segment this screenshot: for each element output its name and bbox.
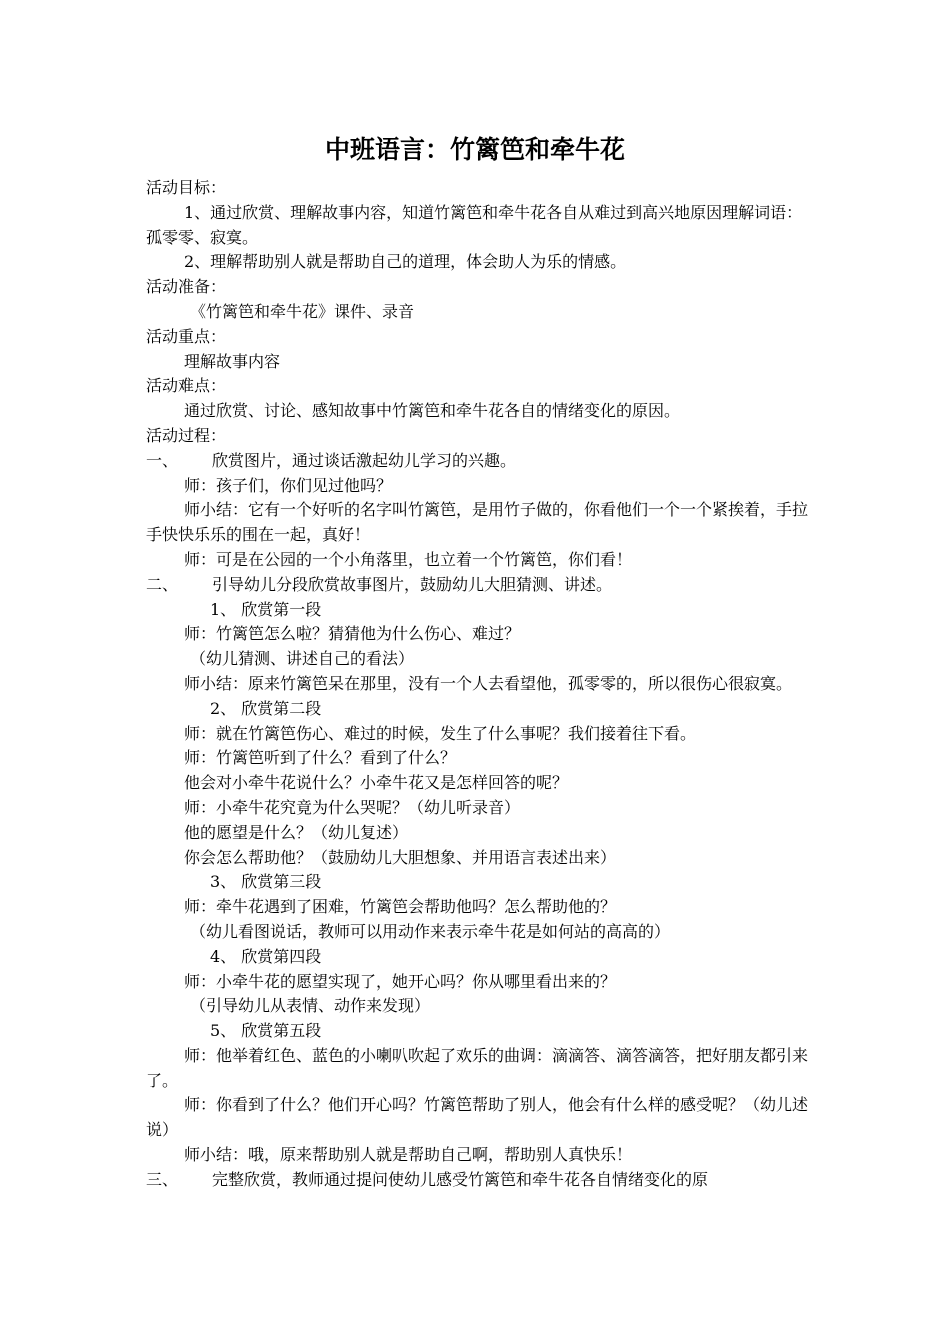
part-2-line-4: 师：小牵牛花究竟为什么哭呢？（幼儿听录音）: [184, 797, 521, 817]
key-heading: 活动重点：: [146, 326, 227, 346]
section-1-text: 欣赏图片，通过谈话激起幼儿学习的兴趣。: [212, 450, 517, 470]
part-2-line-5: 他的愿望是什么？（幼儿复述）: [184, 822, 409, 842]
section-3-text: 完整欣赏，教师通过提问使幼儿感受竹篱笆和牵牛花各自情绪变化的原: [212, 1169, 709, 1189]
goal-heading: 活动目标：: [146, 178, 227, 197]
section-2: [146, 573, 810, 598]
part-2-line-3: 他会对小牵牛花说什么？小牵牛花又是怎样回答的呢？: [184, 773, 569, 793]
section-2-text: 引导幼儿分段欣赏故事图片，鼓励幼儿大胆猜测、讲述。: [212, 574, 613, 594]
part-1-line-2: （幼儿猜测、讲述自己的看法）: [190, 649, 415, 669]
part-3-label: 3、 欣赏第三段: [210, 872, 322, 892]
part-1-line-1: 师：竹篱笆怎么啦？猜猜他为什么伤心、难过？: [184, 624, 521, 644]
section-1: [146, 449, 810, 474]
part-5-line-2: 师：你看到了什么？他们开心吗？竹篱笆帮助了别人，他会有什么样的感受呢？（幼儿述说）: [146, 1095, 809, 1140]
section-1-line-1: 师：孩子们，你们见过他吗？: [184, 475, 393, 495]
part-2-line-6: 你会怎么帮助他？（鼓励幼儿大胆想象、并用语言表述出来）: [184, 847, 617, 867]
section-1-line-2: 师小结：它有一个好听的名字叫竹篱笆，是用竹子做的，你看他们一个一个紧挨着，手拉手快快乐乐的围在一起，真好！: [146, 500, 809, 545]
goal-item-1: 1、通过欣赏、理解故事内容，知道竹篱笆和牵牛花各自从难过到高兴地原因理解词语：孤零零、寂寞。: [146, 202, 803, 247]
difficulty-heading: 活动难点：: [146, 376, 227, 396]
part-2-line-1: 师：就在竹篱笆伤心、难过的时候，发生了什么事呢？我们接着往下看。: [184, 723, 697, 743]
part-5-line-1: 师：他举着红色、蓝色的小喇叭吹起了欢乐的曲调：滴滴答、滴答滴答，把好朋友都引来了。: [146, 1045, 809, 1090]
section-2-number: 二、: [146, 574, 179, 594]
section-3-number: 三、: [146, 1169, 179, 1189]
document-title: 中班语言：竹篱笆和牵牛花: [324, 135, 625, 164]
document-body: [146, 176, 810, 1193]
section-3: [146, 1168, 810, 1193]
difficulty-text: 通过欣赏、讨论、感知故事中竹篱笆和牵牛花各自的情绪变化的原因。: [184, 401, 681, 421]
part-4-line-1: 师：小牵牛花的愿望实现了，她开心吗？你从哪里看出来的？: [184, 971, 617, 991]
goal-item-2: 2、理解帮助别人就是帮助自己的道理，体会助人为乐的情感。: [184, 252, 627, 272]
prep-text: 《竹篱笆和牵牛花》课件、录音: [190, 301, 415, 321]
key-text: 理解故事内容: [184, 351, 281, 371]
part-5-line-3: 师小结：哦，原来帮助别人就是帮助自己啊，帮助别人真快乐！: [184, 1145, 633, 1165]
prep-heading: 活动准备：: [146, 277, 227, 297]
part-1-line-3: 师小结：原来竹篱笆呆在那里，没有一个人去看望他，孤零零的，所以很伤心很寂寞。: [184, 673, 793, 693]
part-3-line-2: （幼儿看图说话，教师可以用动作来表示牵牛花是如何站的高高的）: [190, 921, 671, 941]
part-5-label: 5、 欣赏第五段: [210, 1021, 322, 1041]
part-4-label: 4、 欣赏第四段: [210, 946, 322, 966]
part-4-line-2: （引导幼儿从表情、动作来发现）: [190, 996, 431, 1016]
part-1-label: 1、 欣赏第一段: [210, 599, 322, 619]
section-1-line-3: 师：可是在公园的一个小角落里，也立着一个竹篱笆，你们看！: [184, 549, 633, 569]
part-3-line-1: 师：牵牛花遇到了困难，竹篱笆会帮助他吗？怎么帮助他的？: [184, 897, 617, 917]
section-1-number: 一、: [146, 450, 179, 470]
process-heading: 活动过程：: [146, 425, 227, 445]
part-2-label: 2、 欣赏第二段: [210, 698, 322, 718]
part-2-line-2: 师：竹篱笆听到了什么？看到了什么？: [184, 748, 457, 768]
